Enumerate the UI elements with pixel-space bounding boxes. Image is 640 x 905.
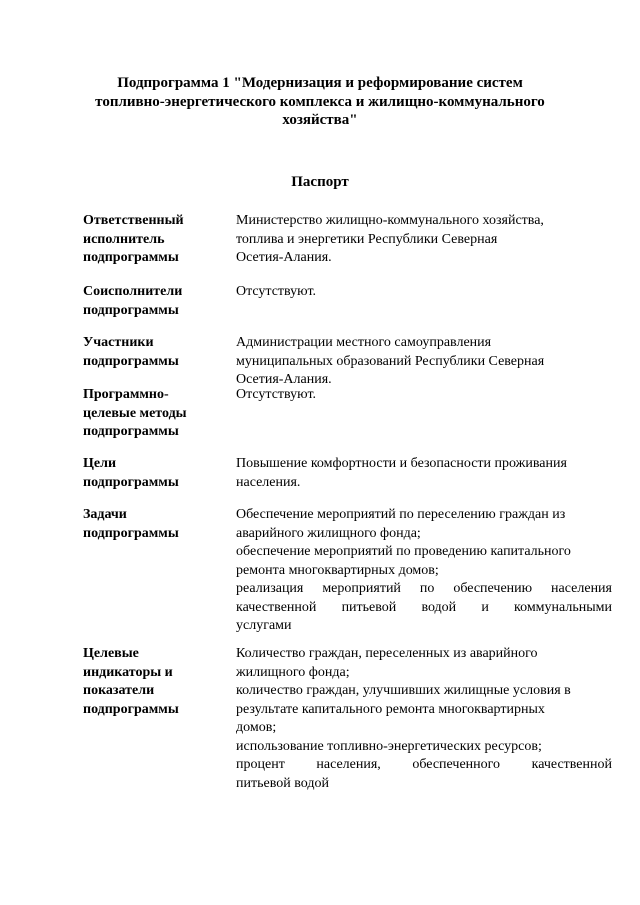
row-value-line: населения. xyxy=(236,474,301,490)
row-value xyxy=(236,283,612,302)
row-value-line: ремонта многоквартирных домов; xyxy=(236,562,439,578)
passport-heading: Паспорт xyxy=(291,174,349,190)
row-label-line: подпрограммы xyxy=(83,424,179,439)
row-label-line: показатели xyxy=(83,683,155,698)
row-value xyxy=(236,455,612,492)
row-value-line: количество граждан, улучшивших жилищные условия в xyxy=(236,683,571,698)
row-label-line: индикаторы и xyxy=(83,664,173,680)
row-value-line: услугами xyxy=(236,618,292,633)
row-label xyxy=(83,455,223,492)
row-value-line: качественной питьевой водой и коммунальными xyxy=(236,599,612,615)
row-value-line: Отсутствуют. xyxy=(236,284,317,299)
row-label-line: Цели xyxy=(83,456,117,471)
row-label-line: подпрограммы xyxy=(83,474,179,490)
row-label-line: подпрограммы xyxy=(83,302,179,318)
row-value-line: Осетия-Алания. xyxy=(236,372,332,387)
row-label-line: Программно- xyxy=(83,387,169,402)
row-label-line: Задачи xyxy=(83,507,127,522)
row-value-line: результате капитального ремонта многоквартирных xyxy=(236,701,545,717)
row-value-line: Осетия-Алания. xyxy=(236,250,332,265)
row-label-line: Участники xyxy=(83,335,154,350)
row-label xyxy=(83,283,223,320)
row-label-line: исполнитель xyxy=(83,231,165,247)
row-label-line: целевые методы xyxy=(83,405,187,421)
row-value-line: обеспечение мероприятий по проведению капитального xyxy=(236,544,571,559)
title-line: Подпрограмма 1 "Модернизация и реформирование систем xyxy=(117,75,523,91)
row-label-line: подпрограммы xyxy=(83,525,179,541)
row-label-line: Ответственный xyxy=(83,213,184,228)
row-value-line: Обеспечение мероприятий по переселению граждан из xyxy=(236,507,566,522)
row-value-line: аварийного жилищного фонда; xyxy=(236,525,421,541)
row-value xyxy=(236,506,612,636)
row-label-line: подпрограммы xyxy=(83,701,179,717)
row-value-line: процент населения, обеспеченного качественной xyxy=(236,757,612,772)
row-value-line: питьевой водой xyxy=(236,775,329,791)
row-value xyxy=(236,334,612,390)
row-label-line: Соисполнители xyxy=(83,284,183,299)
title-line: топливно-энергетического комплекса и жилищно-коммунального xyxy=(95,93,545,110)
row-value xyxy=(236,212,612,268)
row-value xyxy=(236,645,612,793)
row-value-line: реализация мероприятий по обеспечению населения xyxy=(236,581,612,596)
row-value-line: Количество граждан, переселенных из аварийного xyxy=(236,646,538,661)
row-label-line: подпрограммы xyxy=(83,353,179,369)
row-value-line: муниципальных образований Республики Северная xyxy=(236,353,545,369)
row-value-line: Повышение комфортности и безопасности проживания xyxy=(236,456,567,471)
row-value-line: домов; xyxy=(236,720,277,735)
row-value-line: Администрации местного самоуправления xyxy=(236,335,492,350)
row-value-line: топлива и энергетики Республики Северная xyxy=(236,231,498,247)
row-label xyxy=(83,386,223,442)
row-label-line: подпрограммы xyxy=(83,250,179,265)
row-value-line: Министерство жилищно-коммунального хозяйства, xyxy=(236,213,544,228)
row-label xyxy=(83,334,223,371)
row-label-line: Целевые xyxy=(83,646,139,661)
row-label xyxy=(83,645,223,719)
row-label xyxy=(83,212,223,268)
subprogram-title xyxy=(60,74,580,130)
title-line: хозяйства" xyxy=(282,112,358,128)
row-value-line: Отсутствуют. xyxy=(236,387,317,402)
row-value-line: использование топливно-энергетических ресурсов; xyxy=(236,738,542,754)
row-value-line: жилищного фонда; xyxy=(236,664,350,680)
row-label xyxy=(83,506,223,543)
row-value xyxy=(236,386,612,405)
